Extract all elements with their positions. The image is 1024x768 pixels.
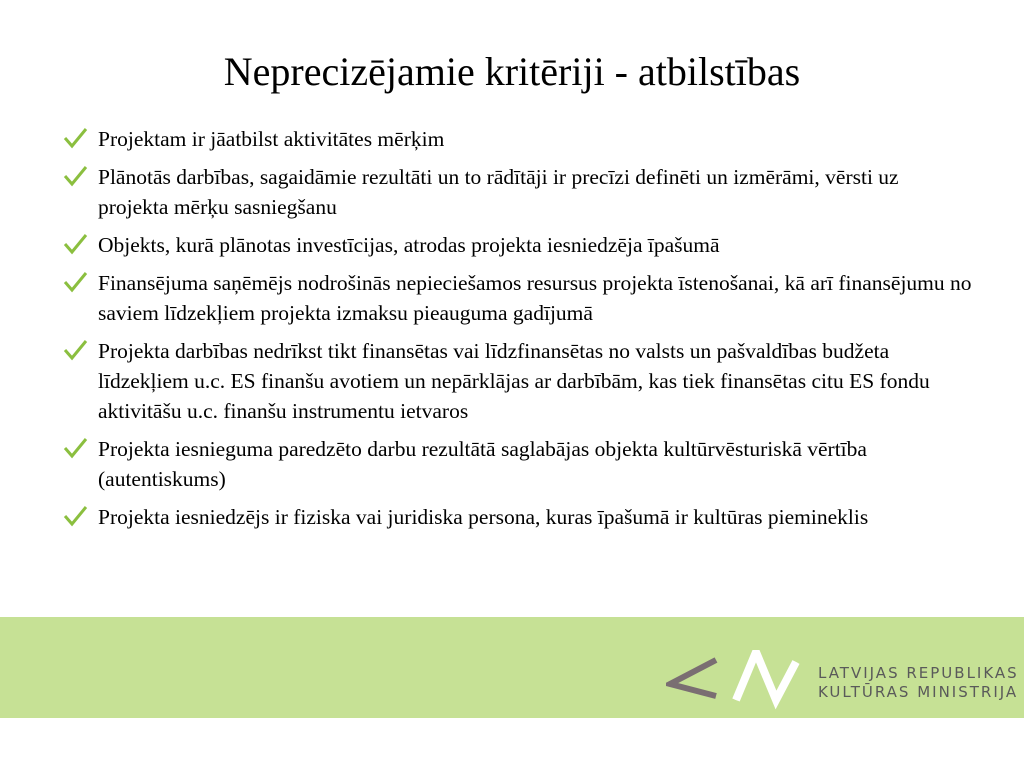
bullet-text: Plānotās darbības, sagaidāmie rezultāti un to rādītāji ir precīzi definēti un izmērāmi, vērsti uz projekta mērķu sasniegšanu [98,165,899,219]
bullet-text: Projekta darbības nedrīkst tikt finansētas vai līdzfinansētas no valsts un pašvaldības budžeta līdzekļiem u.c. ES finanšu avotiem un nepārklājas ar darbībām, kas tiek finansētas citu ES fondu aktivitāšu u.c. finanšu instrumentu ietvaros [98,339,930,423]
bullet-text: Projekta iesnieguma paredzēto darbu rezultātā saglabājas objekta kultūrvēsturiskā vērtība (autentiskums) [98,437,867,491]
bullet-text: Finansējuma saņēmējs nodrošinās nepieciešamos resursus projekta īstenošanai, kā arī finansējumu no saviem līdzekļiem projekta izmaksu pieauguma gadījumā [98,271,972,325]
check-icon [62,164,88,188]
bullet-text: Objekts, kurā plānotas investīcijas, atrodas projekta iesniedzēja īpašumā [98,233,720,257]
bullet-item [62,502,972,532]
ministry-name-line1: LATVIJAS REPUBLIKAS [818,664,1019,682]
bullet-item [62,268,972,328]
ministry-name [818,664,1019,702]
check-icon [62,232,88,256]
bullet-item [62,434,972,494]
check-icon [62,270,88,294]
bullet-text: Projekta iesniedzējs ir fiziska vai juridiska persona, kuras īpašumā ir kultūras piemineklis [98,505,869,529]
check-icon [62,504,88,528]
check-icon [62,338,88,362]
ministry-logo-icon [666,650,806,714]
bullet-list [62,124,972,540]
check-icon [62,436,88,460]
slide-title: Neprecizējamie kritēriji - atbilstības [223,49,801,94]
bullet-item [62,162,972,222]
bullet-item [62,124,972,154]
ministry-name-line2: KULTŪRAS MINISTRIJA [818,683,1019,701]
bullet-item [62,336,972,426]
bullet-item [62,230,972,260]
bullet-text: Projektam ir jāatbilst aktivitātes mērķim [98,127,445,151]
check-icon [62,126,88,150]
